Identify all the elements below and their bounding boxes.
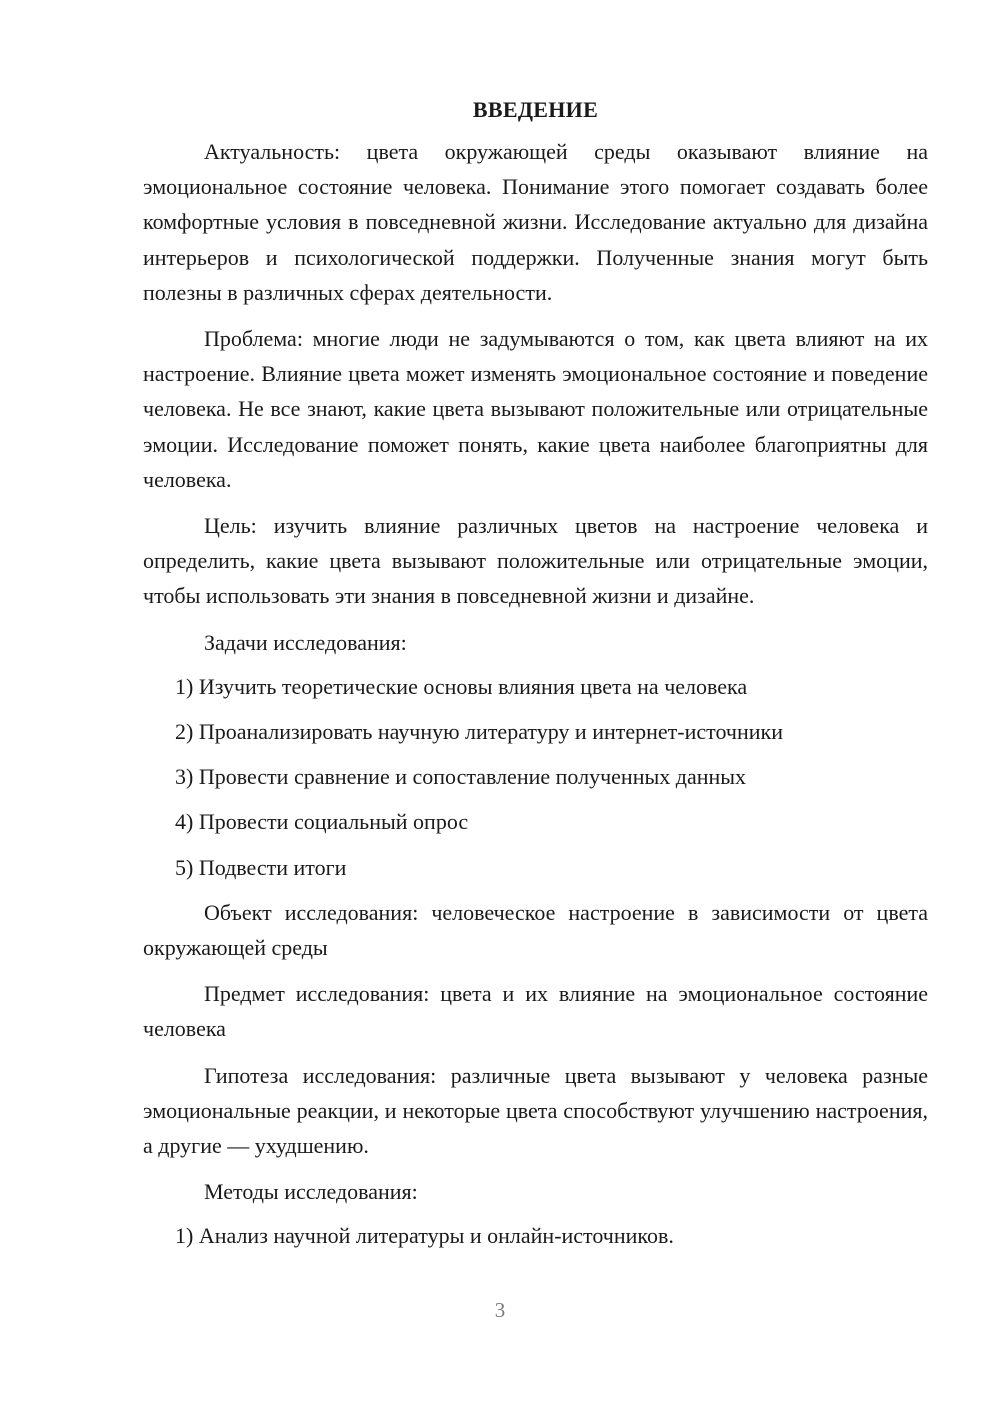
tasks-list: [143, 669, 928, 885]
methods-title: Методы исследования:: [204, 1179, 418, 1205]
subject-paragraph: Предмет исследования: цвета и их влияние на эмоциональное состояние человека: [143, 981, 928, 1042]
hypothesis-paragraph: Гипотеза исследования: различные цвета вызывают у человека разные эмоциональные реакции, и некоторые цвета способствуют улучшению настроения, а другие — ухудшению.: [143, 1062, 928, 1159]
document-page: [143, 96, 928, 1264]
goal-paragraph: Цель: изучить влияние различных цветов на настроение человека и определить, какие цвета вызывают положительные или отрицательные эмоции, чтобы использовать эти знания в повседневной жизни и дизайне.: [143, 513, 928, 609]
section-heading: ВВЕДЕНИЕ: [472, 97, 599, 122]
list-item: 1) Изучить теоретические основы влияния цвета на человека: [175, 673, 748, 699]
list-item: 5) Подвести итоги: [175, 854, 347, 880]
page-number: 3: [494, 1298, 506, 1322]
methods-list: [143, 1218, 928, 1253]
list-item: 3) Провести сравнение и сопоставление полученных данных: [175, 764, 747, 790]
list-item: 1) Анализ научной литературы и онлайн-источников.: [175, 1223, 674, 1249]
relevance-paragraph: Актуальность: цвета окружающей среды оказывают влияние на эмоциональное состояние человека. Понимание этого помогает создавать более комфортные условия в повседневной жизни. Исследование актуально для дизайна интерьеров и психологической поддержки. Полученные знания могут быть полезны в различных сферах деятельности.: [143, 139, 928, 305]
object-paragraph: Объект исследования: человеческое настроение в зависимости от цвета окружающей среды: [143, 899, 928, 961]
tasks-title: Задачи исследования:: [204, 629, 407, 655]
list-item: 4) Провести социальный опрос: [175, 809, 469, 835]
problem-paragraph: Проблема: многие люди не задумываются о том, как цвета влияют на их настроение. Влияние цвета может изменять эмоциональное состояние и поведение человека. Не все знают, какие цвета вызывают положительные или отрицательные эмоции. Исследование поможет понять, какие цвета наиболее благоприятны для человека.: [143, 326, 928, 492]
list-item: 2) Проанализировать научную литературу и интернет-источники: [175, 719, 783, 745]
